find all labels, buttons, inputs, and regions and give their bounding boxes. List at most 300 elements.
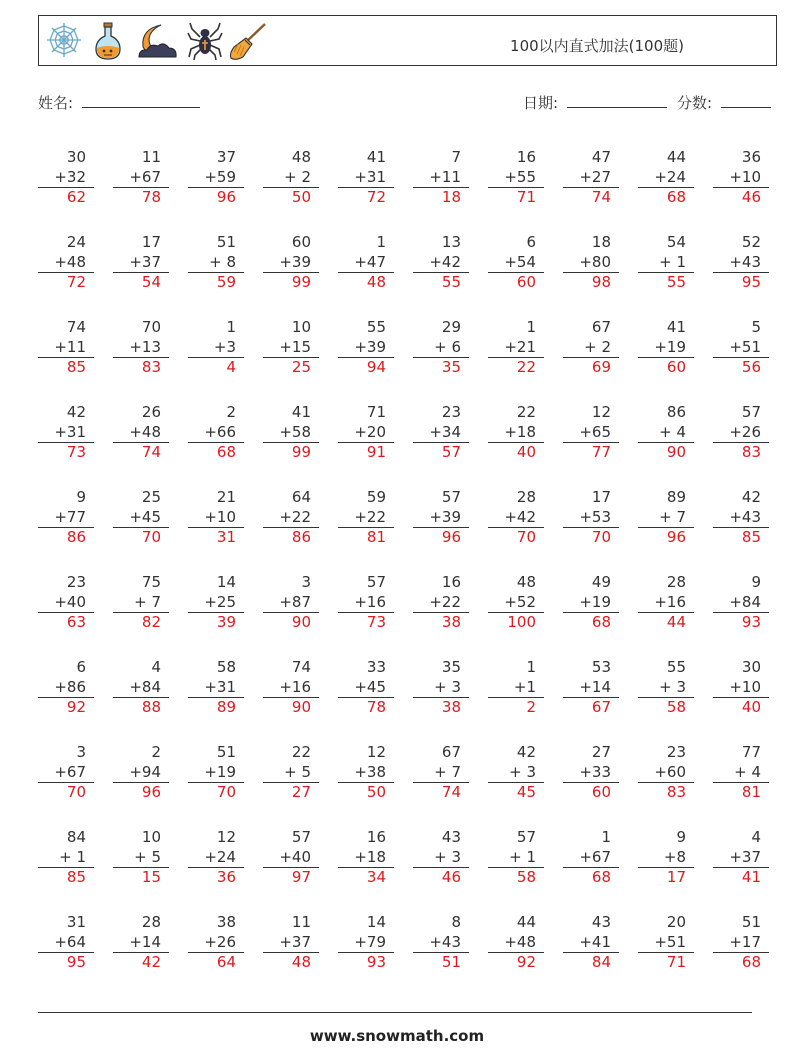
addend-bottom: +10 <box>204 507 236 526</box>
addend-bottom: +11 <box>54 337 86 356</box>
sum-answer: 68 <box>563 612 619 633</box>
addend-bottom: +19 <box>204 762 236 781</box>
addition-problem <box>488 318 544 382</box>
addend-top: 67 <box>441 743 461 761</box>
addition-problem <box>113 913 169 977</box>
addend-bottom: +22 <box>279 507 311 526</box>
sum-answer: 93 <box>713 612 769 633</box>
sum-answer: 40 <box>488 442 544 463</box>
addend-top: 57 <box>741 403 761 421</box>
sum-answer: 50 <box>338 782 394 803</box>
addend-bottom: + 2 <box>284 167 311 186</box>
name-label: 姓名: <box>38 94 74 112</box>
addend-bottom: +45 <box>129 507 161 526</box>
addition-problem <box>413 318 469 382</box>
addend-top: 8 <box>451 913 461 931</box>
addend-top: 41 <box>366 148 386 166</box>
addend-bottom: +39 <box>279 252 311 271</box>
addend-bottom: +27 <box>579 167 611 186</box>
sum-answer: 83 <box>713 442 769 463</box>
addition-problem <box>188 318 244 382</box>
addend-bottom: +24 <box>204 847 236 866</box>
addition-problem <box>413 148 469 212</box>
sum-answer: 85 <box>38 357 94 378</box>
addition-problem <box>638 148 694 212</box>
addend-top: 70 <box>141 318 161 336</box>
addition-problem <box>638 658 694 722</box>
addend-top: 11 <box>291 913 311 931</box>
addition-problem <box>713 488 769 552</box>
sum-answer: 95 <box>38 952 94 973</box>
addend-top: 89 <box>666 488 686 506</box>
footer-divider <box>38 1012 752 1013</box>
sum-answer: 40 <box>713 697 769 718</box>
addition-problem <box>263 403 319 467</box>
addition-problem <box>638 488 694 552</box>
addend-top: 37 <box>216 148 236 166</box>
addend-bottom: +54 <box>504 252 536 271</box>
addition-problem <box>638 743 694 807</box>
addition-problem <box>113 573 169 637</box>
sum-answer: 72 <box>338 187 394 208</box>
addend-top: 74 <box>291 658 311 676</box>
addend-top: 17 <box>141 233 161 251</box>
sum-answer: 70 <box>488 527 544 548</box>
addend-top: 4 <box>751 828 761 846</box>
addition-problem <box>263 233 319 297</box>
sum-answer: 48 <box>338 272 394 293</box>
addend-top: 1 <box>526 318 536 336</box>
addition-problem <box>338 658 394 722</box>
addend-top: 71 <box>366 403 386 421</box>
sum-answer: 45 <box>488 782 544 803</box>
addition-problem <box>338 148 394 212</box>
sum-answer: 22 <box>488 357 544 378</box>
sum-answer: 73 <box>38 442 94 463</box>
addend-bottom: +17 <box>729 932 761 951</box>
addition-problem <box>38 828 94 892</box>
addend-bottom: +20 <box>354 422 386 441</box>
addition-problem <box>413 658 469 722</box>
addend-bottom: +42 <box>429 252 461 271</box>
sum-answer: 83 <box>113 357 169 378</box>
addend-top: 49 <box>591 573 611 591</box>
addend-top: 22 <box>516 403 536 421</box>
sum-answer: 51 <box>413 952 469 973</box>
addition-problem <box>488 148 544 212</box>
addend-bottom: +43 <box>729 507 761 526</box>
addend-bottom: +77 <box>54 507 86 526</box>
addend-top: 20 <box>666 913 686 931</box>
addend-bottom: +10 <box>729 677 761 696</box>
addend-bottom: +38 <box>354 762 386 781</box>
addend-top: 51 <box>216 233 236 251</box>
addition-problem <box>638 913 694 977</box>
sum-answer: 93 <box>338 952 394 973</box>
sum-answer: 46 <box>413 867 469 888</box>
addend-bottom: +31 <box>204 677 236 696</box>
sum-answer: 82 <box>113 612 169 633</box>
addend-bottom: +45 <box>354 677 386 696</box>
worksheet-title: 100以内直式加法(100题) <box>510 37 684 55</box>
addition-problem <box>113 488 169 552</box>
addend-bottom: +51 <box>654 932 686 951</box>
addend-top: 21 <box>216 488 236 506</box>
sum-answer: 25 <box>263 357 319 378</box>
sum-answer: 44 <box>638 612 694 633</box>
sum-answer: 96 <box>413 527 469 548</box>
addend-top: 57 <box>441 488 461 506</box>
addition-problem <box>413 488 469 552</box>
sum-answer: 96 <box>638 527 694 548</box>
addend-top: 7 <box>451 148 461 166</box>
sum-answer: 90 <box>263 612 319 633</box>
sum-answer: 67 <box>563 697 619 718</box>
addend-top: 55 <box>666 658 686 676</box>
addend-top: 25 <box>141 488 161 506</box>
addition-problem <box>188 233 244 297</box>
sum-answer: 78 <box>338 697 394 718</box>
sum-answer: 58 <box>638 697 694 718</box>
sum-answer: 64 <box>188 952 244 973</box>
addition-problem <box>638 318 694 382</box>
addend-bottom: + 7 <box>434 762 461 781</box>
sum-answer: 83 <box>638 782 694 803</box>
addend-bottom: + 1 <box>659 252 686 271</box>
addend-bottom: +16 <box>654 592 686 611</box>
addend-bottom: +25 <box>204 592 236 611</box>
addend-bottom: +94 <box>129 762 161 781</box>
sum-answer: 70 <box>188 782 244 803</box>
sum-answer: 60 <box>563 782 619 803</box>
addend-top: 48 <box>291 148 311 166</box>
addend-bottom: +39 <box>429 507 461 526</box>
addend-bottom: + 8 <box>209 252 236 271</box>
sum-answer: 46 <box>713 187 769 208</box>
sum-answer: 85 <box>38 867 94 888</box>
addend-bottom: +18 <box>504 422 536 441</box>
sum-answer: 63 <box>38 612 94 633</box>
sum-answer: 50 <box>263 187 319 208</box>
addend-top: 86 <box>666 403 686 421</box>
addend-bottom: +65 <box>579 422 611 441</box>
addition-problem <box>338 743 394 807</box>
sum-answer: 94 <box>338 357 394 378</box>
addend-bottom: +8 <box>663 847 686 866</box>
addition-problem <box>488 913 544 977</box>
addition-problem <box>38 233 94 297</box>
addend-bottom: +19 <box>579 592 611 611</box>
addition-problem <box>113 828 169 892</box>
addend-bottom: +67 <box>579 847 611 866</box>
addend-top: 33 <box>366 658 386 676</box>
sum-answer: 85 <box>713 527 769 548</box>
addend-top: 67 <box>591 318 611 336</box>
addition-problem <box>413 403 469 467</box>
addend-top: 12 <box>216 828 236 846</box>
sum-answer: 95 <box>713 272 769 293</box>
addend-top: 58 <box>216 658 236 676</box>
sum-answer: 60 <box>488 272 544 293</box>
addend-top: 24 <box>66 233 86 251</box>
addend-top: 14 <box>216 573 236 591</box>
addition-problem <box>263 913 319 977</box>
addition-problem <box>638 233 694 297</box>
addition-problem <box>563 573 619 637</box>
addition-problem <box>38 318 94 382</box>
addend-top: 16 <box>516 148 536 166</box>
addend-top: 14 <box>366 913 386 931</box>
addend-bottom: +66 <box>204 422 236 441</box>
addend-bottom: +24 <box>654 167 686 186</box>
addition-problem <box>563 658 619 722</box>
addition-problem <box>263 658 319 722</box>
addend-bottom: + 3 <box>659 677 686 696</box>
addition-problem <box>563 233 619 297</box>
addition-problem <box>188 658 244 722</box>
addend-bottom: +84 <box>729 592 761 611</box>
sum-answer: 78 <box>113 187 169 208</box>
addend-top: 16 <box>366 828 386 846</box>
addend-top: 29 <box>441 318 461 336</box>
addition-problem <box>638 828 694 892</box>
addend-bottom: +80 <box>579 252 611 271</box>
sum-answer: 35 <box>413 357 469 378</box>
sum-answer: 71 <box>638 952 694 973</box>
addend-top: 6 <box>76 658 86 676</box>
addition-problem <box>38 403 94 467</box>
addend-top: 42 <box>741 488 761 506</box>
sum-answer: 98 <box>563 272 619 293</box>
sum-answer: 59 <box>188 272 244 293</box>
addition-problem <box>713 148 769 212</box>
addition-problem <box>563 913 619 977</box>
addend-top: 42 <box>66 403 86 421</box>
score-label: 分数: <box>677 94 713 112</box>
addend-bottom: +86 <box>54 677 86 696</box>
addition-problem <box>188 573 244 637</box>
addend-top: 4 <box>151 658 161 676</box>
sum-answer: 90 <box>263 697 319 718</box>
addend-top: 64 <box>291 488 311 506</box>
addition-problem <box>38 913 94 977</box>
addend-top: 54 <box>666 233 686 251</box>
addend-top: 12 <box>366 743 386 761</box>
addend-top: 3 <box>76 743 86 761</box>
sum-answer: 38 <box>413 697 469 718</box>
addition-problem <box>338 403 394 467</box>
addend-bottom: +26 <box>729 422 761 441</box>
addition-problem <box>488 743 544 807</box>
addend-top: 18 <box>591 233 611 251</box>
addition-problem <box>713 828 769 892</box>
addition-problem <box>338 913 394 977</box>
sum-answer: 70 <box>563 527 619 548</box>
addend-bottom: +34 <box>429 422 461 441</box>
sum-answer: 69 <box>563 357 619 378</box>
addend-top: 35 <box>441 658 461 676</box>
addend-bottom: +13 <box>129 337 161 356</box>
sum-answer: 62 <box>38 187 94 208</box>
sum-answer: 39 <box>188 612 244 633</box>
sum-answer: 91 <box>338 442 394 463</box>
addition-problem <box>338 573 394 637</box>
addition-problem <box>713 743 769 807</box>
addend-top: 51 <box>741 913 761 931</box>
addend-bottom: + 3 <box>509 762 536 781</box>
addition-problem <box>488 828 544 892</box>
addend-top: 44 <box>666 148 686 166</box>
addend-bottom: +18 <box>354 847 386 866</box>
addend-bottom: +53 <box>579 507 611 526</box>
sum-answer: 31 <box>188 527 244 548</box>
addend-bottom: +14 <box>579 677 611 696</box>
addition-problem <box>338 828 394 892</box>
addend-top: 52 <box>741 233 761 251</box>
addition-problem <box>38 658 94 722</box>
sum-answer: 68 <box>563 867 619 888</box>
addition-problem <box>488 658 544 722</box>
addend-top: 55 <box>366 318 386 336</box>
addend-top: 38 <box>216 913 236 931</box>
addend-top: 57 <box>366 573 386 591</box>
addend-top: 1 <box>226 318 236 336</box>
addend-bottom: +79 <box>354 932 386 951</box>
addend-bottom: +26 <box>204 932 236 951</box>
addend-bottom: +14 <box>129 932 161 951</box>
addend-top: 17 <box>591 488 611 506</box>
addend-bottom: +19 <box>654 337 686 356</box>
addend-bottom: +42 <box>504 507 536 526</box>
sum-answer: 71 <box>488 187 544 208</box>
addend-bottom: +41 <box>579 932 611 951</box>
addend-top: 53 <box>591 658 611 676</box>
sum-answer: 86 <box>263 527 319 548</box>
addend-top: 28 <box>141 913 161 931</box>
addend-bottom: +58 <box>279 422 311 441</box>
addend-bottom: + 3 <box>434 847 461 866</box>
addition-problem <box>563 488 619 552</box>
addend-bottom: +16 <box>279 677 311 696</box>
addend-bottom: +22 <box>429 592 461 611</box>
addend-top: 84 <box>66 828 86 846</box>
addend-bottom: +37 <box>279 932 311 951</box>
addition-problem <box>713 403 769 467</box>
sum-answer: 54 <box>113 272 169 293</box>
addend-top: 9 <box>676 828 686 846</box>
addition-problem <box>413 233 469 297</box>
addition-problem <box>263 828 319 892</box>
sum-answer: 70 <box>113 527 169 548</box>
addend-bottom: +48 <box>129 422 161 441</box>
addition-problem <box>188 743 244 807</box>
addend-bottom: +67 <box>54 762 86 781</box>
addition-problem <box>38 573 94 637</box>
sum-answer: 34 <box>338 867 394 888</box>
addend-bottom: + 5 <box>284 762 311 781</box>
addition-problem <box>713 318 769 382</box>
addend-bottom: +32 <box>54 167 86 186</box>
addend-top: 42 <box>516 743 536 761</box>
addend-bottom: +64 <box>54 932 86 951</box>
addend-top: 48 <box>516 573 536 591</box>
addend-bottom: +31 <box>354 167 386 186</box>
addend-bottom: + 2 <box>584 337 611 356</box>
addend-top: 9 <box>751 573 761 591</box>
addend-top: 60 <box>291 233 311 251</box>
sum-answer: 96 <box>113 782 169 803</box>
addition-problem <box>713 658 769 722</box>
sum-answer: 36 <box>188 867 244 888</box>
addend-top: 1 <box>376 233 386 251</box>
addend-top: 43 <box>591 913 611 931</box>
addition-problem <box>263 318 319 382</box>
sum-answer: 15 <box>113 867 169 888</box>
sum-answer: 92 <box>38 697 94 718</box>
addend-bottom: +33 <box>579 762 611 781</box>
addend-top: 36 <box>741 148 761 166</box>
addition-problem <box>713 573 769 637</box>
sum-answer: 86 <box>38 527 94 548</box>
addition-problem <box>188 403 244 467</box>
sum-answer: 99 <box>263 442 319 463</box>
sum-answer: 57 <box>413 442 469 463</box>
sum-answer: 27 <box>263 782 319 803</box>
sum-answer: 74 <box>113 442 169 463</box>
addend-top: 28 <box>666 573 686 591</box>
sum-answer: 89 <box>188 697 244 718</box>
addend-top: 31 <box>66 913 86 931</box>
sum-answer: 68 <box>713 952 769 973</box>
addend-top: 74 <box>66 318 86 336</box>
addition-problem <box>188 488 244 552</box>
addition-problem <box>413 828 469 892</box>
sum-answer: 68 <box>188 442 244 463</box>
addend-top: 2 <box>226 403 236 421</box>
sum-answer: 55 <box>413 272 469 293</box>
addend-top: 30 <box>741 658 761 676</box>
addend-top: 6 <box>526 233 536 251</box>
addend-top: 23 <box>66 573 86 591</box>
addend-top: 59 <box>366 488 386 506</box>
addend-bottom: +15 <box>279 337 311 356</box>
addend-bottom: +10 <box>729 167 761 186</box>
addition-problem <box>113 658 169 722</box>
addend-bottom: +21 <box>504 337 536 356</box>
addend-bottom: +43 <box>429 932 461 951</box>
addend-top: 5 <box>751 318 761 336</box>
sum-answer: 81 <box>338 527 394 548</box>
addition-problem <box>338 488 394 552</box>
addend-bottom: + 7 <box>659 507 686 526</box>
sum-answer: 56 <box>713 357 769 378</box>
addend-bottom: + 6 <box>434 337 461 356</box>
date-label: 日期: <box>523 94 559 112</box>
sum-answer: 90 <box>638 442 694 463</box>
addition-problem <box>563 743 619 807</box>
addend-top: 10 <box>291 318 311 336</box>
sum-answer: 55 <box>638 272 694 293</box>
addend-bottom: +87 <box>279 592 311 611</box>
addend-top: 11 <box>141 148 161 166</box>
addend-top: 23 <box>666 743 686 761</box>
addend-bottom: + 1 <box>509 847 536 866</box>
addend-bottom: +11 <box>429 167 461 186</box>
addend-top: 44 <box>516 913 536 931</box>
addition-problem <box>263 148 319 212</box>
sum-answer: 81 <box>713 782 769 803</box>
sum-answer: 100 <box>488 612 544 633</box>
